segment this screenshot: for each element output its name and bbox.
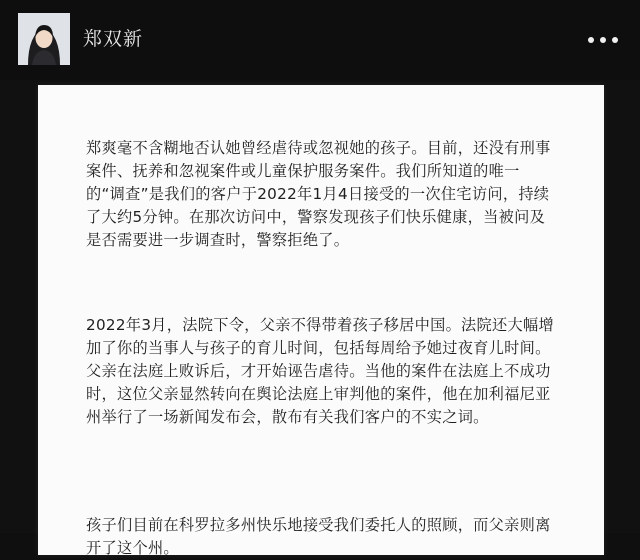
paragraph-1: 郑爽毫不含糊地否认她曾经虐待或忽视她的孩子。目前，还没有刑事案件、抚养和忽视案件或儿童保护服务案件。我们所知道的唯一的“调查”是我们的客户于2022年1月4日接受的一次住宅访问，持续了大约5分钟。在那次访问中，警察发现孩子们快乐健康，当被问及是否需要进一步调查时，警察拒绝了。 [86, 139, 551, 249]
more-options-button[interactable] [588, 30, 618, 50]
paragraph-2: 2022年3月，法院下令，父亲不得带着孩子移居中国。法院还大幅增加了你的当事人与孩子的育儿时间，包括每周给予她过夜育儿时间。父亲在法庭上败诉后，才开始诬告虐待。当他的案件在法庭上不成功时，这位父亲显然转向在舆论法庭上审判他的案件，他在加利福尼亚州举行了一场新闻发布会，散布有关我们客户的不实之词。 [86, 316, 554, 426]
user-avatar-icon [18, 13, 70, 65]
avatar[interactable] [18, 13, 70, 65]
document-viewer[interactable] [0, 80, 640, 557]
paragraph-3: 孩子们目前在科罗拉多州快乐地接受我们委托人的照顾，而父亲则离开了这个州。 [86, 516, 551, 557]
document-page [38, 85, 604, 555]
more-dots-icon [588, 37, 594, 43]
more-dots-icon [612, 37, 618, 43]
username[interactable]: 郑双新 [83, 28, 144, 50]
app-header [0, 0, 640, 80]
more-dots-icon [600, 37, 606, 43]
